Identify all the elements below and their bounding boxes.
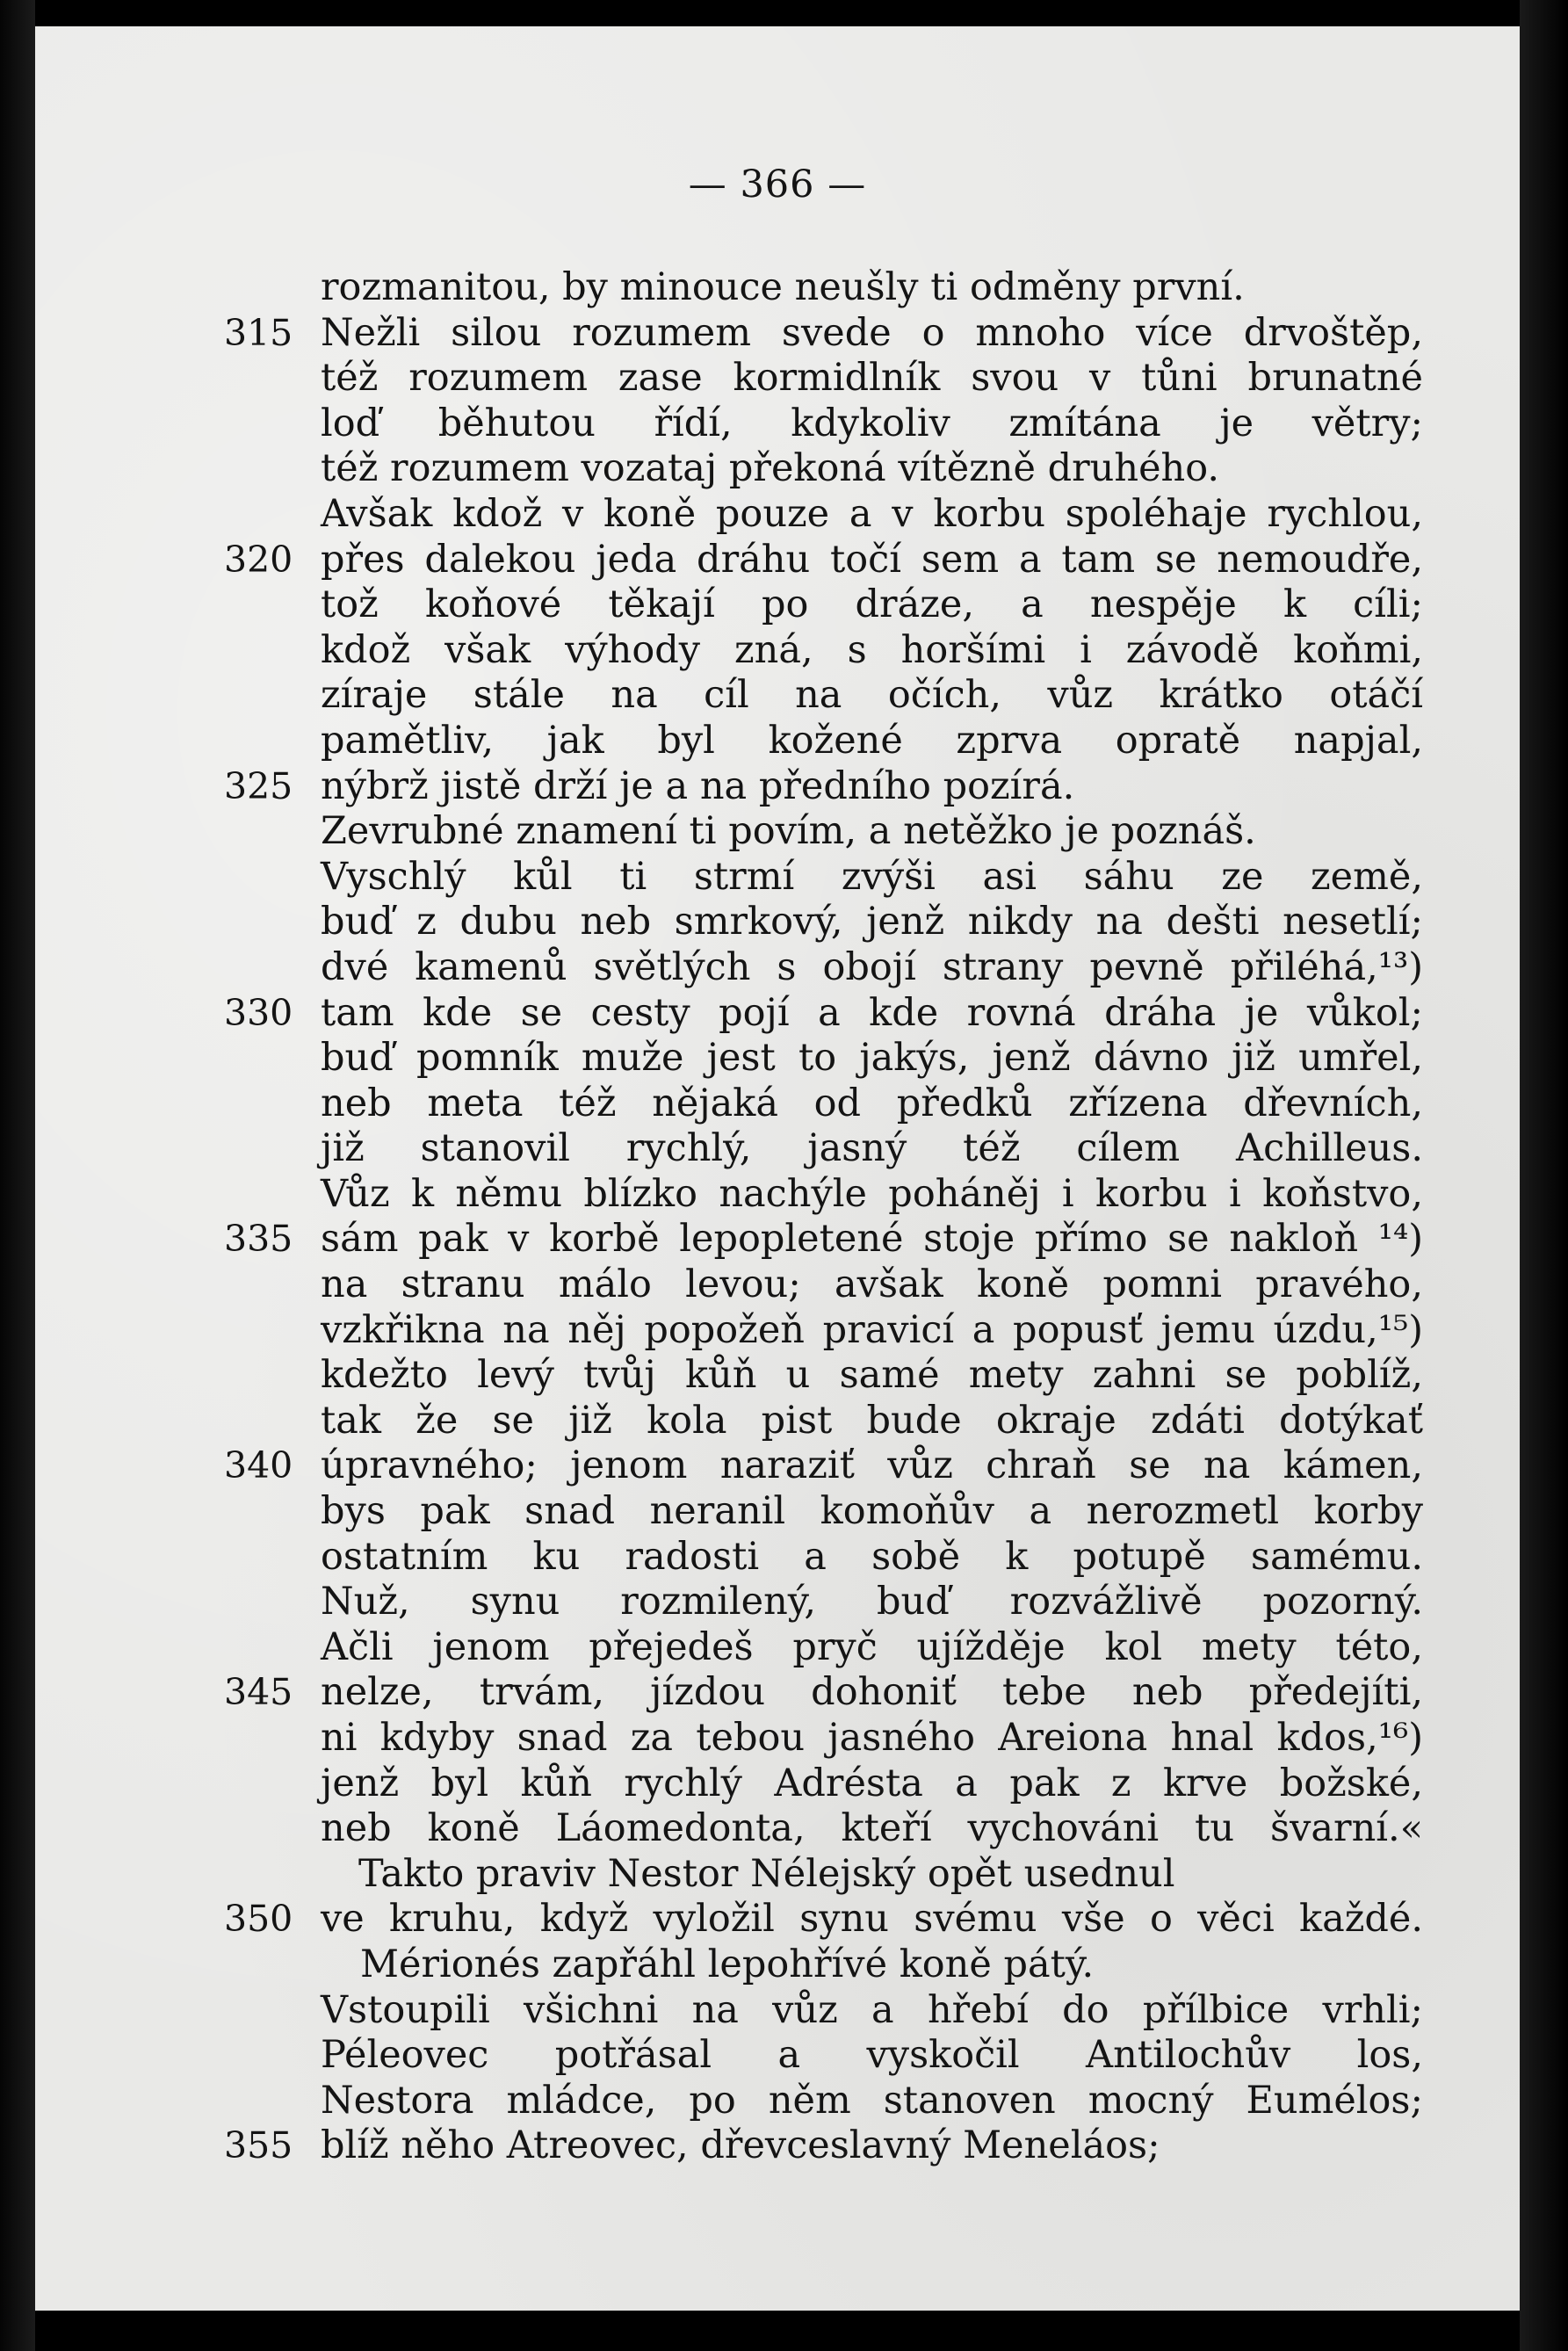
verse-line — [35, 2033, 1520, 2079]
verse-text: Vyschlý kůl ti strmí zvýši asi sáhu ze země, — [321, 854, 1423, 899]
verse-line — [35, 673, 1520, 719]
verse-text: kdežto levý tvůj kůň u samé mety zahni se poblíž, — [321, 1353, 1423, 1398]
verse-text: tam kde se cesty pojí a kde rovná dráha je vůkol; — [321, 990, 1423, 1035]
verse-text: pamětliv, jak byl kožené zprva opratě napjal, — [321, 718, 1423, 763]
verse-line — [35, 538, 1520, 583]
line-number: 330 — [224, 991, 293, 1034]
verse-text: Ačli jenom přejedeš pryč ujížděje kol mety této, — [321, 1624, 1423, 1669]
verse-line — [35, 1399, 1520, 1444]
verse-text: Nestora mládce, po něm stanoven mocný Eumélos; — [321, 2078, 1423, 2123]
line-number: 335 — [224, 1218, 293, 1261]
verse-text: tak že se již kola pist bude okraje zdáti dotýkať — [321, 1398, 1423, 1443]
verse-text: Nežli silou rozumem svede o mnoho více drvoštěp, — [321, 310, 1423, 355]
verse-text: jenž byl kůň rychlý Adrésta a pak z krve božské, — [321, 1761, 1423, 1805]
verse-line — [35, 1036, 1520, 1081]
verse-text: blíž něho Atreovec, dřevceslavný Meneláos; — [321, 2123, 1160, 2168]
verse-line — [35, 900, 1520, 945]
verse-line — [35, 446, 1520, 492]
verse-text: bys pak snad neranil komoňův a nerozmetl korby — [321, 1489, 1423, 1534]
verse-line — [35, 1670, 1520, 1716]
verse-line — [35, 1535, 1520, 1581]
line-number: 315 — [224, 311, 293, 354]
line-number: 350 — [224, 1898, 293, 1941]
verse-text: již stanovil rychlý, jasný též cílem Achilleus. — [321, 1126, 1423, 1171]
line-number: 325 — [224, 764, 293, 807]
verse-line — [35, 945, 1520, 991]
verse-line — [35, 582, 1520, 628]
verse-text: sám pak v korbě lepopletené stoje přímo se nakloň ¹⁴) — [321, 1217, 1423, 1262]
verse-text: tož koňové těkají po dráze, a nespěje k cíli; — [321, 582, 1423, 627]
verse-text: kdož však výhody zná, s horšími i závodě koňmi, — [321, 627, 1423, 672]
verse-text: též rozumem vozataj překoná vítězně druhého. — [321, 446, 1220, 491]
scan-left-edge — [0, 0, 35, 2351]
verse-text: na stranu málo levou; avšak koně pomni pravého, — [321, 1262, 1423, 1307]
verse-text: úpravného; jenom naraziť vůz chraň se na kámen, — [321, 1443, 1423, 1488]
verse-line — [35, 492, 1520, 538]
verse-text: Vůz k němu blízko nachýle poháněj i korbu i koňstvo, — [321, 1171, 1423, 1216]
verse-line — [35, 401, 1520, 447]
verse-line — [35, 991, 1520, 1037]
verse-text: zíraje stále na cíl na očích, vůz krátko otáčí — [321, 673, 1423, 718]
verse-line — [35, 1262, 1520, 1308]
verse-text: Vstoupili všichni na vůz a hřebí do přílbice vrhli; — [321, 1987, 1423, 2032]
verse-line — [35, 356, 1520, 401]
verse-text: ve kruhu, když vyložil synu svému vše o věci každé. — [321, 1897, 1423, 1942]
verse-line — [35, 1353, 1520, 1399]
verse-line — [35, 1580, 1520, 1625]
verse-line — [35, 1308, 1520, 1354]
verse-text: též rozumem zase kormidlník svou v tůni brunatné — [321, 356, 1423, 401]
verse-text: loď běhutou řídí, kdykoliv zmítána je větry; — [321, 401, 1423, 445]
verse-text: dvé kamenů světlých s obojí strany pevně přiléhá,¹³) — [321, 944, 1423, 989]
verse-text: Nuž, synu rozmilený, buď rozvážlivě pozorný. — [321, 1580, 1423, 1624]
verse-text: Péleovec potřásal a vyskočil Antilochův los, — [321, 2033, 1423, 2078]
verse-text: nýbrž jistě drží je a na předního pozírá. — [321, 763, 1075, 808]
verse-line — [35, 1852, 1520, 1898]
verse-text: Mérionés zapřáhl lepohřívé koně pátý. — [360, 1942, 1095, 1986]
verse-text: neb koně Láomedonta, kteří vychováni tu švarní.« — [321, 1806, 1423, 1851]
verse-line — [35, 1761, 1520, 1807]
verse-line — [35, 1716, 1520, 1761]
line-number: 345 — [224, 1671, 293, 1714]
verse-line — [35, 1942, 1520, 1988]
verse-line — [35, 1081, 1520, 1127]
verse-text: buď z dubu neb smrkový, jenž nikdy na dešti nesetlí; — [321, 900, 1423, 944]
line-number: 340 — [224, 1444, 293, 1487]
verse-line — [35, 1988, 1520, 2034]
verse-line — [35, 2079, 1520, 2124]
verse-line — [35, 311, 1520, 357]
verse-line — [35, 1625, 1520, 1671]
line-number: 355 — [224, 2124, 293, 2167]
verse-line — [35, 1489, 1520, 1535]
verse-text: vzkřikna na něj popožeň pravicí a popusť jemu úzdu,¹⁵) — [321, 1307, 1423, 1352]
verse-line — [35, 764, 1520, 810]
verse-line — [35, 2123, 1520, 2169]
verse-line — [35, 1897, 1520, 1942]
verse-text: přes dalekou jeda dráhu točí sem a tam se nemoudře, — [321, 537, 1423, 582]
verse-line — [35, 1443, 1520, 1489]
verse-text: nelze, trvám, jízdou dohoniť tebe neb předejíti, — [321, 1670, 1423, 1715]
verse-line — [35, 1806, 1520, 1852]
verse-text: neb meta též nějaká od předků zřízena dřevních, — [321, 1081, 1423, 1125]
verse-text: Takto praviv Nestor Nélejský opět usednul — [358, 1851, 1175, 1896]
line-number: 320 — [224, 538, 293, 581]
verse-block — [35, 265, 1520, 2169]
page-number: — 366 — — [688, 163, 867, 206]
verse-line — [35, 628, 1520, 674]
verse-line — [35, 1217, 1520, 1262]
verse-text: Avšak kdož v koně pouze a v korbu spoléhaje rychlou, — [321, 491, 1423, 536]
verse-text: buď pomník muže jest to jakýs, jenž dávno již umřel, — [321, 1036, 1423, 1081]
book-page — [35, 26, 1520, 2311]
verse-line — [35, 1172, 1520, 1218]
verse-line — [35, 1126, 1520, 1172]
verse-text: rozmanitou, by minouce neušly ti odměny první. — [321, 265, 1245, 309]
verse-text: ostatním ku radosti a sobě k potupě samému. — [321, 1534, 1423, 1579]
verse-line — [35, 719, 1520, 764]
verse-line — [35, 855, 1520, 901]
verse-line — [35, 265, 1520, 311]
verse-line — [35, 809, 1520, 855]
scan-right-edge — [1520, 0, 1568, 2351]
verse-text: ni kdyby snad za tebou jasného Areiona hnal kdos,¹⁶) — [321, 1716, 1423, 1760]
verse-text: Zevrubné znamení ti povím, a netěžko je poznáš. — [321, 809, 1256, 854]
